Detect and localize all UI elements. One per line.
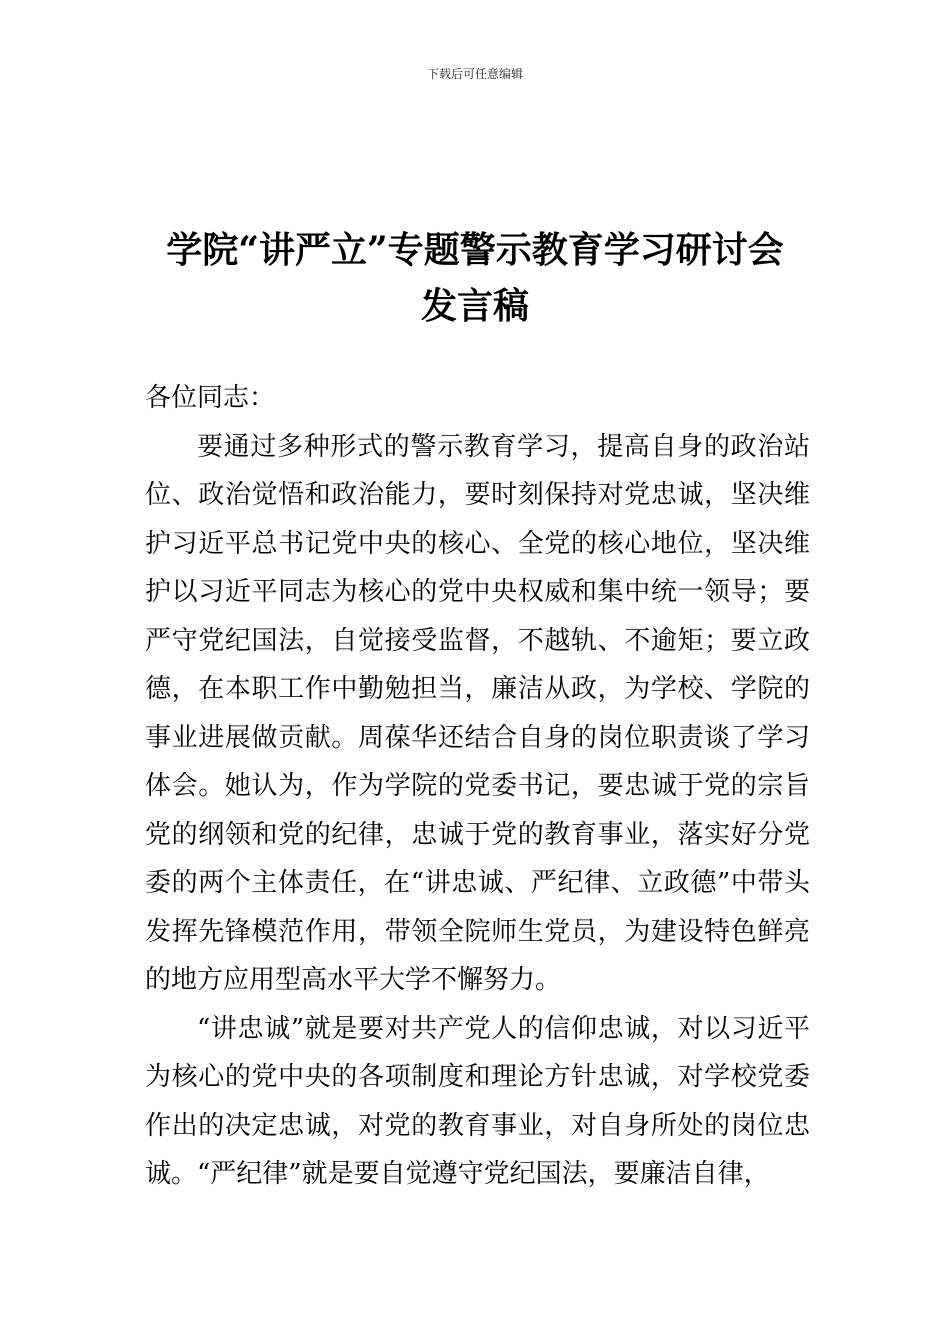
- salutation: 各位同志：: [145, 383, 276, 413]
- document-body: [145, 374, 810, 1199]
- title-line-2: 发言稿: [420, 285, 529, 327]
- header-note: 下载后可任意编辑: [426, 67, 523, 81]
- title-line-1: 学院“讲严立”专题警示教育学习研讨会: [166, 229, 784, 271]
- paragraph-2: “讲忠诚”就是要对共产党人的信仰忠诚，对以习近平为核心的党中央的各项制度和理论方针忠诚，对学校党委作出的决定忠诚，对党的教育事业，对自身所处的岗位忠诚。“严纪律”就是要自觉遵守党纪国法，要廉洁自律，: [145, 1013, 810, 1189]
- document-title: [120, 222, 830, 334]
- paragraph-1: 要通过多种形式的警示教育学习，提高自身的政治站位、政治觉悟和政治能力，要时刻保持对党忠诚，坚决维护习近平总书记党中央的核心、全党的核心地位，坚决维护以习近平同志为核心的党中央权威和集中统一领导；要严守党纪国法，自觉接受监督，不越轨、不逾矩；要立政德，在本职工作中勤勉担当，廉洁从政，为学校、学院的事业进展做贡献。周葆华还结合自身的岗位职责谈了学习体会。她认为，作为学院的党委书记，要忠诚于党的宗旨党的纲领和党的纪律，忠诚于党的教育事业，落实好分党委的两个主体责任，在“讲忠诚、严纪律、立政德”中带头发挥先锋模范作用，带领全院师生党员，为建设特色鲜亮的地方应用型高水平大学不懈努力。: [145, 431, 810, 995]
